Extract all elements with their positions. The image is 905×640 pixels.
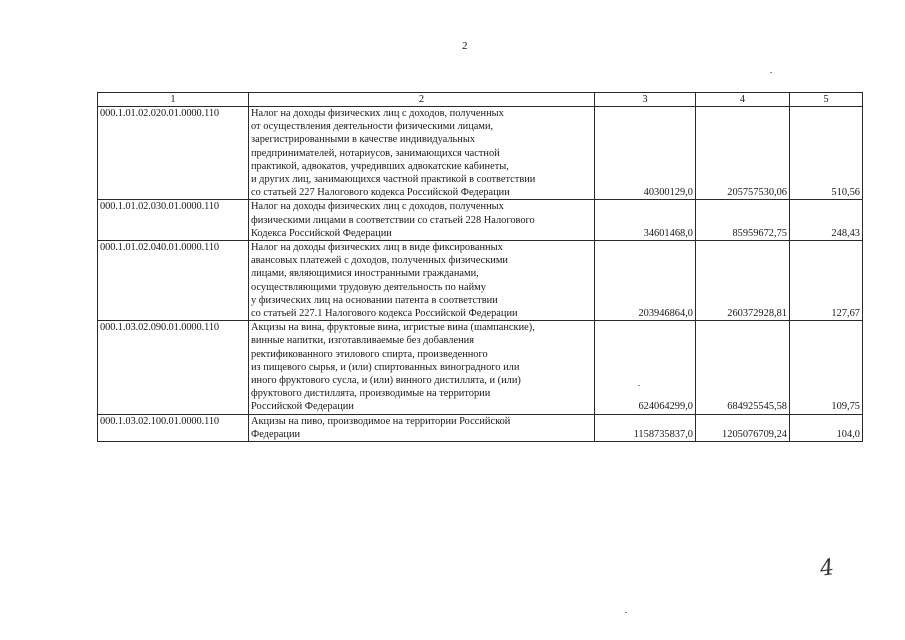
table-row xyxy=(98,241,863,321)
scan-speck xyxy=(625,612,627,613)
header-col-1: 1 xyxy=(98,93,249,107)
handwritten-page-mark: 4 xyxy=(818,555,836,582)
row-value-col5: 127,67 xyxy=(790,241,863,321)
row-value-col3: 624064299,0 xyxy=(595,321,696,414)
row-value-col5: 104,0 xyxy=(790,414,863,441)
row-name: Налог на доходы физических лиц с доходов, полученных от осуществления деятельности физическими лицами, зарегистрированными в качестве индивидуальных предпринимателей, нотариусов, занимающихся частной практикой, адвокатов, учредивших адвокатские кабинеты, и других лиц, занимающихся частной практикой в соответствии со статьей 227 Налогового кодекса Российской Федерации xyxy=(249,107,595,200)
table-row xyxy=(98,200,863,241)
row-code: 000.1.03.02.090.01.0000.110 xyxy=(98,321,249,414)
header-col-4: 4 xyxy=(696,93,790,107)
table-header-row xyxy=(98,93,863,107)
scan-speck xyxy=(638,385,640,386)
row-code: 000.1.01.02.040.01.0000.110 xyxy=(98,241,249,321)
row-name: Налог на доходы физических лиц в виде фиксированных авансовых платежей с доходов, полученных физическими лицами, являющимися иностранными гражданами, осуществляющими трудовую деятельность по найму у физических лиц на основании патента в соответствии со статьей 227.1 Налогового кодекса Российской Федерации xyxy=(249,241,595,321)
row-name: Акцизы на пиво, производимое на территории Российской Федерации xyxy=(249,414,595,441)
row-value-col4: 260372928,81 xyxy=(696,241,790,321)
row-name: Налог на доходы физических лиц с доходов, полученных физическими лицами в соответствии со статьей 228 Налогового Кодекса Российской Федерации xyxy=(249,200,595,241)
row-value-col4: 684925545,58 xyxy=(696,321,790,414)
row-value-col3: 34601468,0 xyxy=(595,200,696,241)
table-row xyxy=(98,321,863,414)
row-name: Акцизы на вина, фруктовые вина, игристые вина (шампанские), винные напитки, изготавливаемые без добавления ректификованного этилового спирта, произведенного из пищевого сырья, и (или) спиртованных виноградного или иного фруктового сусла, и (или) винного дистиллята, и (или) фруктового дистиллята, производимые на территории Российской Федерации xyxy=(249,321,595,414)
revenue-table xyxy=(97,92,863,442)
row-value-col5: 510,56 xyxy=(790,107,863,200)
table-row xyxy=(98,414,863,441)
row-value-col5: 248,43 xyxy=(790,200,863,241)
row-value-col4: 1205076709,24 xyxy=(696,414,790,441)
table-row xyxy=(98,107,863,200)
row-value-col3: 1158735837,0 xyxy=(595,414,696,441)
row-value-col3: 203946864,0 xyxy=(595,241,696,321)
row-value-col5: 109,75 xyxy=(790,321,863,414)
header-col-5: 5 xyxy=(790,93,863,107)
header-col-2: 2 xyxy=(249,93,595,107)
row-value-col4: 85959672,75 xyxy=(696,200,790,241)
row-value-col4: 205757530,06 xyxy=(696,107,790,200)
row-code: 000.1.01.02.030.01.0000.110 xyxy=(98,200,249,241)
row-code: 000.1.01.02.020.01.0000.110 xyxy=(98,107,249,200)
scan-speck xyxy=(770,72,772,73)
row-code: 000.1.03.02.100.01.0000.110 xyxy=(98,414,249,441)
row-value-col3: 40300129,0 xyxy=(595,107,696,200)
header-col-3: 3 xyxy=(595,93,696,107)
page-number: 2 xyxy=(462,40,468,52)
